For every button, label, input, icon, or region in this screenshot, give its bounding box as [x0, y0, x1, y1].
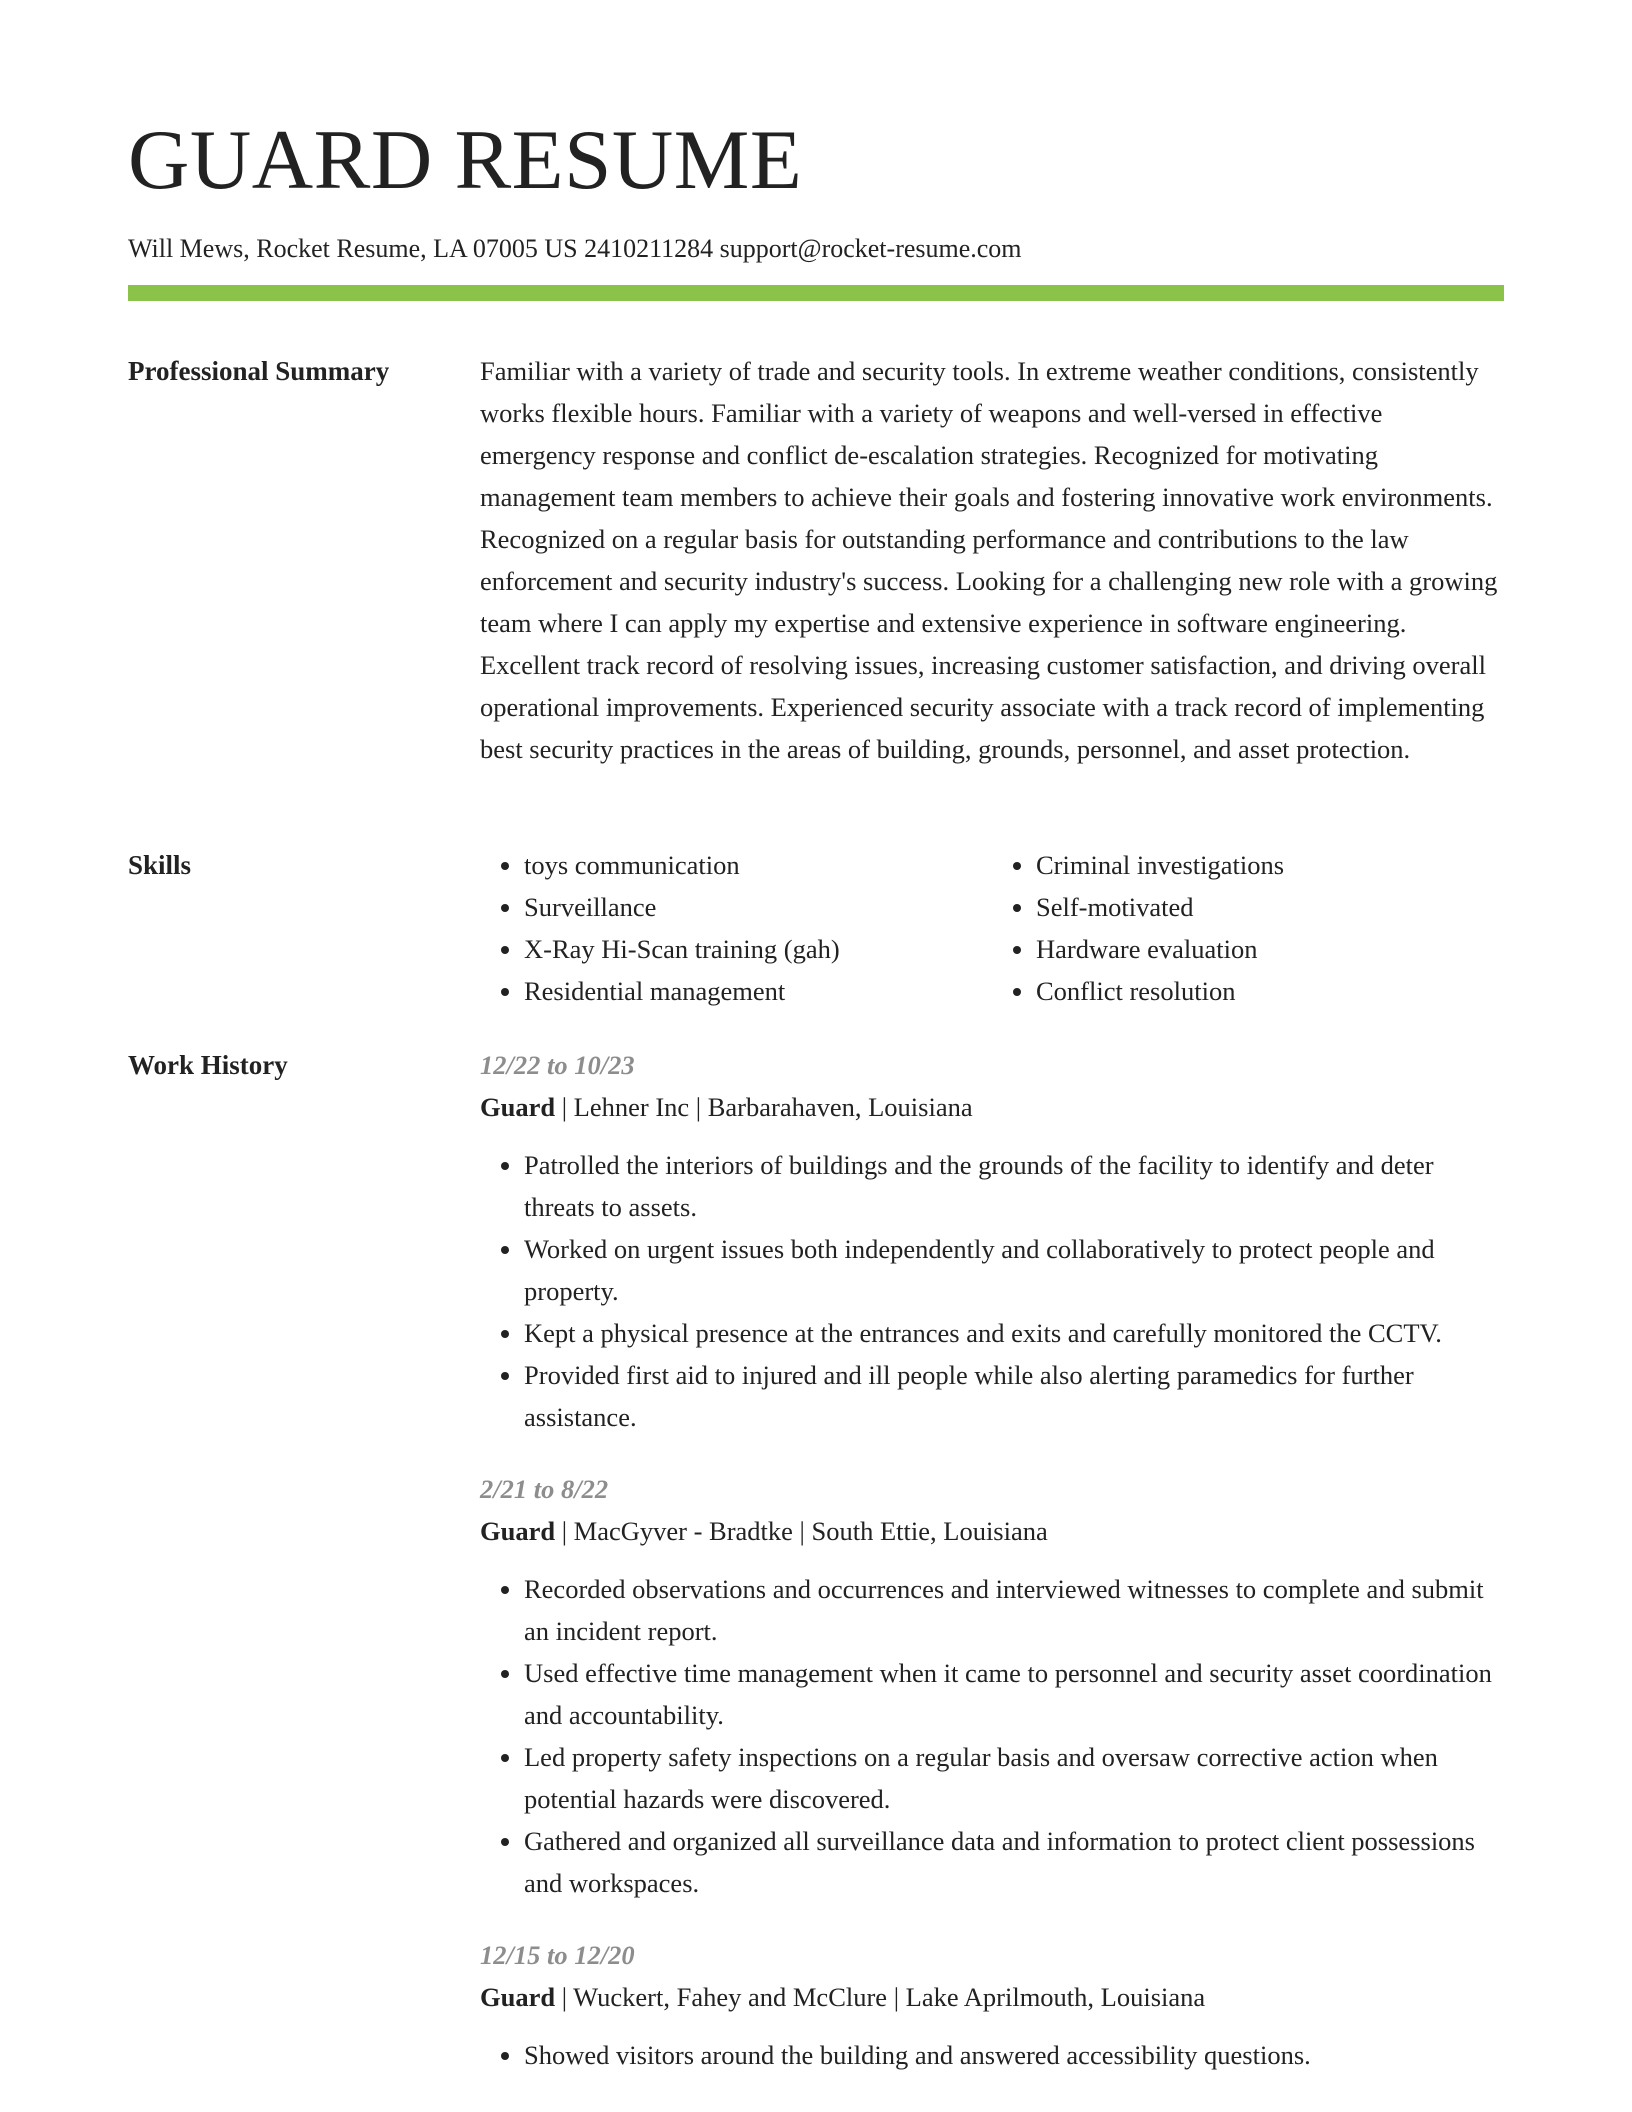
job-details: | MacGyver - Bradtke | South Ettie, Louisiana — [555, 1516, 1048, 1546]
skills-label: Skills — [128, 850, 192, 880]
job-entry — [480, 1934, 1504, 2076]
job-entry — [480, 1468, 1504, 1904]
job-duty: • Provided first aid to injured and ill people while also alerting paramedics for further assistance. — [524, 1354, 1504, 1438]
job-dates: 12/22 to 10/23 — [480, 1050, 635, 1080]
job-duties — [480, 1568, 1504, 1904]
job-duty: • Patrolled the interiors of buildings and the grounds of the facility to identify and deter threats to assets. — [524, 1144, 1504, 1228]
skill-item: • toys communication — [524, 844, 992, 886]
job-entry — [480, 1044, 1504, 1438]
skills-list-left — [480, 844, 992, 1012]
job-details: | Wuckert, Fahey and McClure | Lake Aprilmouth, Louisiana — [555, 1982, 1206, 2012]
job-duty: • Led property safety inspections on a regular basis and oversaw corrective action when potential hazards were discovered. — [524, 1736, 1504, 1820]
job-title: Guard — [480, 1516, 556, 1546]
job-duty: • Used effective time management when it came to personnel and security asset coordination and accountability. — [524, 1652, 1504, 1736]
job-heading — [480, 1086, 1504, 1128]
job-heading — [480, 1976, 1504, 2018]
job-title: Guard — [480, 1092, 556, 1122]
job-duty: • Gathered and organized all surveillance data and information to protect client possessions and workspaces. — [524, 1820, 1504, 1904]
skill-item: • Self-motivated — [1036, 886, 1504, 928]
skill-item: • Hardware evaluation — [1036, 928, 1504, 970]
skills-list-right — [992, 844, 1504, 1012]
job-title: Guard — [480, 1982, 556, 2012]
skill-item: • Residential management — [524, 970, 992, 1012]
job-duty: • Recorded observations and occurrences and interviewed witnesses to complete and submit an incident report. — [524, 1568, 1504, 1652]
summary-label: Professional Summary — [128, 356, 390, 386]
summary-text: Familiar with a variety of trade and security tools. In extreme weather conditions, consistently works flexible hours. Familiar with a variety of weapons and well-versed in effective emergency response and conflict de-escalation strategies. Recognized for motivating management team members to achieve their goals and fostering innovative work environments. Recognized on a regular basis for outstanding performance and contributions to the law enforcement and security industry's success. Looking for a challenging new role with a growing team where I can apply my expertise and extensive experience in software engineering. Excellent track record of resolving issues, increasing customer satisfaction, and driving overall operational improvements. Experienced security associate with a track record of implementing best security practices in the areas of building, grounds, personnel, and asset protection. — [480, 356, 1498, 764]
contact-line: Will Mews, Rocket Resume, LA 07005 US 2410211284 support@rocket-resume.com — [128, 234, 1022, 263]
job-dates: 2/21 to 8/22 — [480, 1474, 609, 1504]
job-duty: • Worked on urgent issues both independently and collaboratively to protect people and property. — [524, 1228, 1504, 1312]
skill-item: • Conflict resolution — [1036, 970, 1504, 1012]
job-duty: • Showed visitors around the building and answered accessibility questions. — [524, 2034, 1504, 2076]
job-heading — [480, 1510, 1504, 1552]
skill-item: • X-Ray Hi-Scan training (gah) — [524, 928, 992, 970]
job-dates: 12/15 to 12/20 — [480, 1940, 635, 1970]
job-duties — [480, 1144, 1504, 1438]
resume-title: GUARD RESUME — [128, 113, 803, 207]
skill-item: • Surveillance — [524, 886, 992, 928]
skill-item: • Criminal investigations — [1036, 844, 1504, 886]
job-duties — [480, 2034, 1504, 2076]
header-divider — [128, 285, 1504, 301]
job-duty: • Kept a physical presence at the entrances and exits and carefully monitored the CCTV. — [524, 1312, 1504, 1354]
job-details: | Lehner Inc | Barbarahaven, Louisiana — [555, 1092, 973, 1122]
work-history-label: Work History — [128, 1050, 288, 1080]
